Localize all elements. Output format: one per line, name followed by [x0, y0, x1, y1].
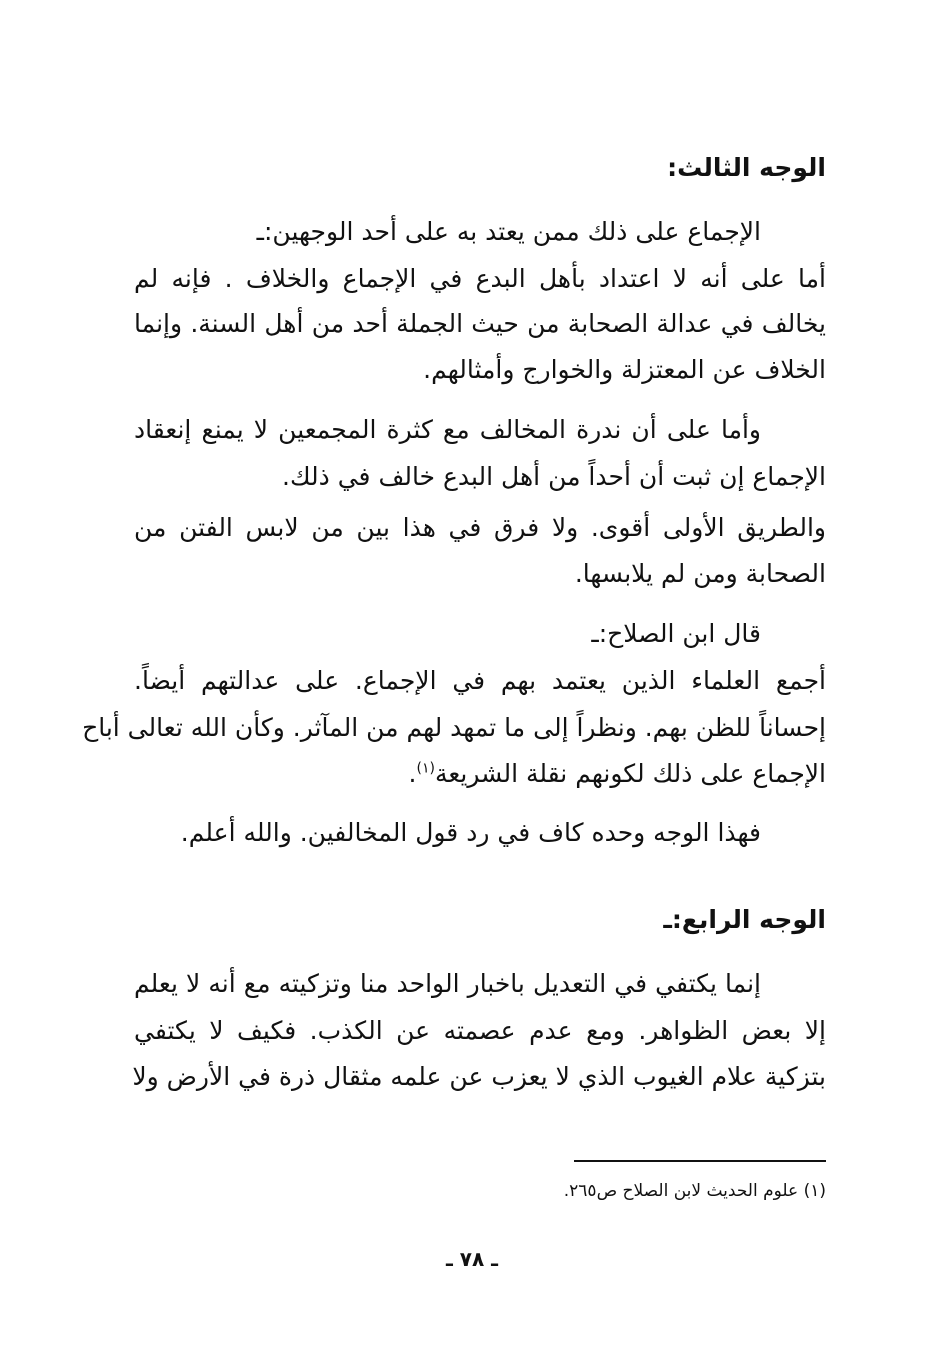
- paragraph-line: إنما يكتفي في التعديل باخبار الواحد منا وتزكيته مع أنه لا يعلم: [134, 969, 761, 998]
- line-text: الإجماع على ذلك لكونهم نقلة الشريعة: [434, 759, 826, 788]
- line-end-punct: .: [408, 759, 417, 788]
- paragraph-line: الصحابة ومن لم يلابسها.: [574, 559, 826, 588]
- paragraph-line: فهذا الوجه وحده كاف في رد قول المخالفين. والله أعلم.: [180, 818, 761, 847]
- paragraph-line: أما على أنه لا اعتداد بأهل البدع في الإجماع والخلاف . فإنه لم: [134, 264, 826, 293]
- paragraph-line: أجمع العلماء الذين يعتمد بهم في الإجماع. على عدالتهم أيضاً.: [134, 666, 826, 695]
- footnote-marker: (١): [416, 760, 435, 777]
- footnote: (١) علوم الحديث لابن الصلاح ص٢٦٥.: [563, 1181, 826, 1201]
- footnote-divider: [574, 1160, 826, 1162]
- section-heading-fourth: الوجه الرابع:ـ: [663, 905, 826, 934]
- section-heading-third: الوجه الثالث:: [667, 153, 826, 182]
- paragraph-line: الإجماع إن ثبت أن أحداً من أهل البدع خالف في ذلك.: [282, 462, 826, 491]
- paragraph-line: وأما على أن ندرة المخالف مع كثرة المجمعين لا يمنع إنعقاد: [134, 415, 761, 444]
- paragraph-line: بتزكية علام الغيوب الذي لا يعزب عن علمه مثقال ذرة في الأرض ولا: [132, 1062, 826, 1091]
- paragraph-line: الخلاف عن المعتزلة والخوارج وأمثالهم.: [423, 355, 826, 384]
- paragraph-line: والطريق الأولى أقوى. ولا فرق في هذا بين من لابس الفتن من: [134, 513, 826, 542]
- paragraph-line: يخالف في عدالة الصحابة من حيث الجملة أحد من أهل السنة. وإنما: [134, 309, 826, 338]
- paragraph-line: إحساناً للظن بهم. ونظراً إلى ما تمهد لهم من المآثر. وكأن الله تعالى أباح: [82, 713, 826, 742]
- paragraph-line: إلا بعض الظواهر. ومع عدم عصمته عن الكذب. فكيف لا يكتفي: [134, 1016, 826, 1045]
- quote-intro-line: قال ابن الصلاح:ـ: [591, 619, 761, 648]
- paragraph-line: [409, 756, 826, 792]
- page-number: ـ ٧٨ ـ: [445, 1247, 499, 1271]
- paragraph-line: الإجماع على ذلك ممن يعتد به على أحد الوجهين:ـ: [256, 217, 761, 246]
